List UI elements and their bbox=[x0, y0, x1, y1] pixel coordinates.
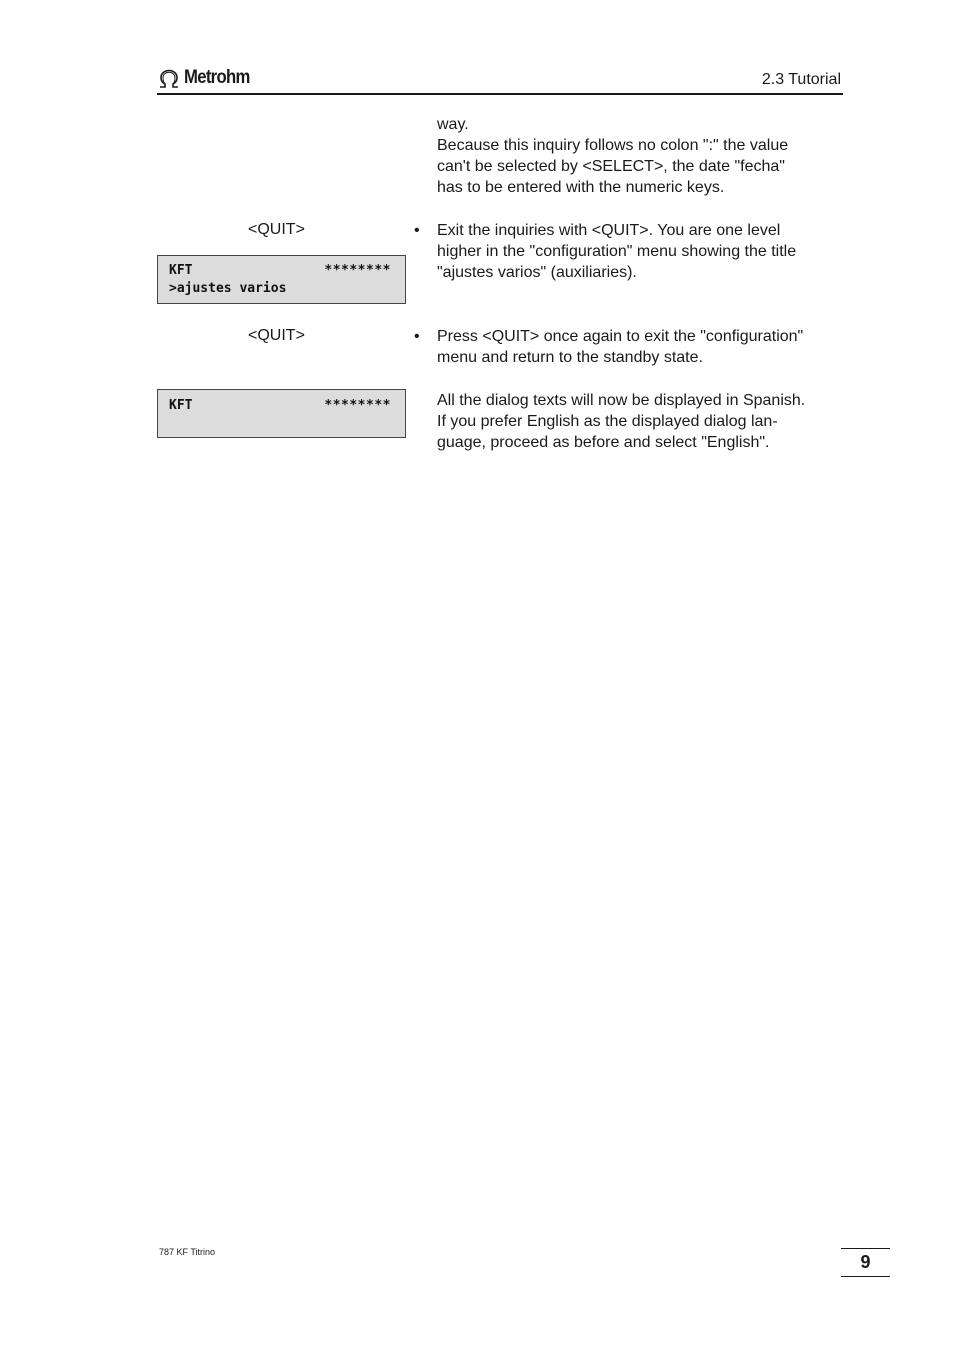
lcd-row bbox=[169, 280, 391, 298]
step1-line: higher in the "configuration" menu showing the title bbox=[437, 243, 797, 260]
step2-text bbox=[437, 326, 803, 368]
final-line: guage, proceed as before and select "English". bbox=[437, 434, 770, 451]
lcd-row bbox=[169, 397, 391, 415]
lcd-text: ******** bbox=[324, 398, 391, 413]
lcd-display bbox=[157, 389, 406, 438]
lcd-text: ******** bbox=[324, 263, 391, 278]
step2-line: menu and return to the standby state. bbox=[437, 349, 703, 366]
intro-line: way. bbox=[437, 116, 469, 133]
lcd-text: >ajustes varios bbox=[169, 281, 287, 296]
final-line: All the dialog texts will now be displayed in Spanish. bbox=[437, 392, 806, 409]
lcd-row bbox=[169, 262, 391, 280]
key-label-quit: <QUIT> bbox=[248, 327, 305, 344]
step1-line: Exit the inquiries with <QUIT>. You are one level bbox=[437, 222, 781, 239]
intro-paragraph bbox=[437, 114, 788, 198]
omega-logo-icon bbox=[157, 68, 181, 88]
page-number-box bbox=[841, 1248, 890, 1277]
intro-line: can't be selected by <SELECT>, the date "fecha" bbox=[437, 158, 785, 175]
step1-line: "ajustes varios" (auxiliaries). bbox=[437, 264, 637, 281]
step2-line: Press <QUIT> once again to exit the "configuration" bbox=[437, 328, 804, 345]
page-number: 9 bbox=[860, 1252, 871, 1272]
intro-line: Because this inquiry follows no colon ":" the value bbox=[437, 137, 789, 154]
final-line: If you prefer English as the displayed dialog lan- bbox=[437, 413, 778, 430]
footer-doc-title: 787 KF Titrino bbox=[159, 1247, 216, 1257]
section-title: 2.3 Tutorial bbox=[761, 71, 841, 88]
brand-name: Metrohm bbox=[184, 67, 250, 88]
bullet-marker: • bbox=[414, 222, 420, 239]
brand-logo bbox=[157, 66, 259, 90]
intro-line: has to be entered with the numeric keys. bbox=[437, 179, 725, 196]
key-label-quit: <QUIT> bbox=[248, 221, 305, 238]
bullet-marker: • bbox=[414, 328, 420, 345]
lcd-text: KFT bbox=[169, 398, 193, 413]
lcd-text: KFT bbox=[169, 263, 193, 278]
final-paragraph bbox=[437, 390, 805, 453]
header-divider bbox=[157, 93, 843, 95]
lcd-display bbox=[157, 255, 406, 304]
step1-text bbox=[437, 220, 796, 283]
